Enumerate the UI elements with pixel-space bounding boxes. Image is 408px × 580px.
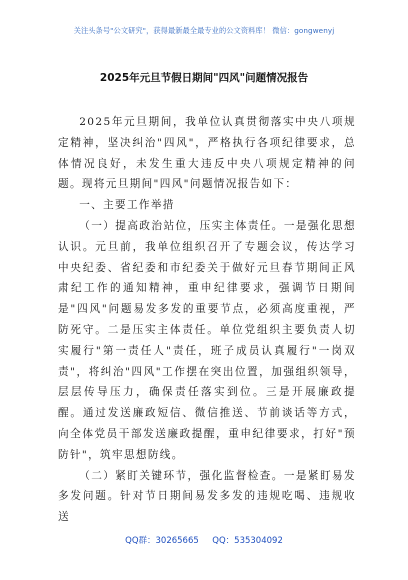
footer-contact: QQ群：30265665 QQ：535304092 [125,536,283,546]
section-heading: 一、主要工作举措 [79,199,175,212]
body-paragraph: （二）紧盯关键环节，强化监督检查。一是紧盯易发多发问题。针对节日期间易发多发的违规吃喝、违规收送 [58,469,356,524]
intro-paragraph: 2025年元旦期间，我单位认真贯彻落实中央八项规定精神，坚决纠治"四风"，严格执行各项纪律要求，总体情况良好，未发生重大违反中央八项规定精神的问题。现将元旦期间"四风"问题情况报告如下： [58,116,356,191]
document-body [58,112,356,528]
document-title: 2025年元旦节假日期间"四风"问题情况报告 [99,72,309,84]
top-banner: 关注头条号"公文研究"，获得最新最全最专业的公文资料库！ 微信：gongwenyj [73,26,335,35]
body-paragraph: （一）提高政治站位，压实主体责任。一是强化思想认识。元旦前，我单位组织召开了专题会议，传达学习中央纪委、省纪委和市纪委关于做好元旦春节期间正风肃纪工作的通知精神，重申纪律要求，强调节日期间是"四风"问题易发多发的重要节点，必须高度重视，严防死守。二是压实主体责任。单位党组织主要负责人切实履行"第一责任人"责任，班子成员认真履行"一岗双责"，将纠治"四风"工作摆在突出位置，加强组织领导，层层传导压力，确保责任落实到位。三是开展廉政提醒。通过发送廉政短信、微信推送、节前谈话等方式，向全体党员干部发送廉政提醒，重申纪律要求，打好"预防针"，筑牢思想防线。 [58,219,356,461]
